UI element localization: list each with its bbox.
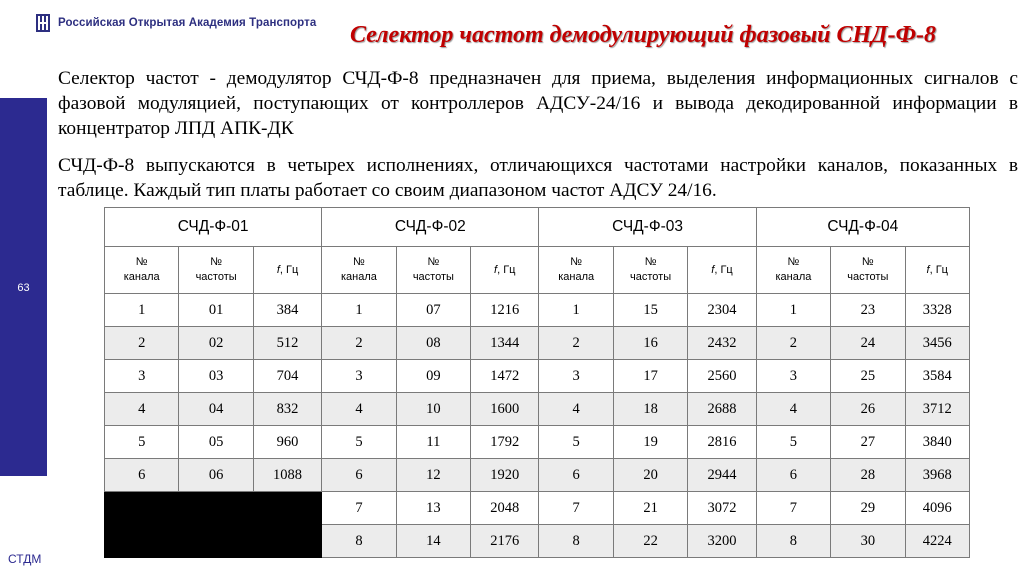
sub-header-line1: f: [926, 263, 930, 276]
table-cell: 384: [253, 294, 321, 327]
sub-header-line1: f: [276, 263, 280, 276]
table-cell: 1216: [471, 294, 539, 327]
table-cell: 3968: [905, 459, 969, 492]
table-cell: 07: [396, 294, 470, 327]
slide-number: 63: [17, 282, 30, 294]
table-cell: 2560: [688, 360, 756, 393]
table-cell: 23: [831, 294, 905, 327]
table-cell: 25: [831, 360, 905, 393]
sub-header-line1: №: [427, 256, 440, 268]
footer-label: СТДМ: [8, 552, 42, 566]
table-cell: 6: [105, 459, 179, 492]
table-cell: 19: [613, 426, 687, 459]
table-cell: 16: [613, 327, 687, 360]
frequency-number-header: [179, 247, 253, 294]
table-cell: 2944: [688, 459, 756, 492]
sub-header-line1: №: [861, 256, 874, 268]
table-cell: 4096: [905, 492, 969, 525]
table-cell: 7: [539, 492, 613, 525]
academy-logo: [36, 14, 316, 32]
sub-header-line1: №: [353, 256, 365, 268]
group-header: СЧД-Ф-01: [105, 208, 322, 247]
sub-header-line1: №: [135, 256, 148, 268]
sub-header-line1: №: [644, 256, 657, 268]
table-cell: 3072: [688, 492, 756, 525]
channel-number-header: [105, 247, 179, 294]
frequency-hz-header: [471, 247, 539, 294]
table-cell: 7: [322, 492, 396, 525]
redacted-cell: [105, 492, 322, 525]
table-cell: 08: [396, 327, 470, 360]
table-cell: 1344: [471, 327, 539, 360]
sub-header-line2: , Гц: [714, 263, 733, 276]
table-cell: 4: [539, 393, 613, 426]
table-cell: 1: [322, 294, 396, 327]
sub-header-line2: частоты: [630, 271, 672, 283]
table-cell: 4: [105, 393, 179, 426]
table-row: [105, 492, 970, 525]
academy-emblem-icon: [36, 14, 50, 32]
channel-number-header: [756, 247, 830, 294]
sub-header-line2: канала: [340, 271, 377, 283]
sub-header-line1: №: [570, 256, 583, 268]
table-cell: 14: [396, 525, 470, 558]
sub-header-line1: f: [494, 263, 498, 276]
group-header: СЧД-Ф-04: [756, 208, 969, 247]
table-cell: 3200: [688, 525, 756, 558]
table-cell: 01: [179, 294, 253, 327]
frequency-hz-header: [253, 247, 321, 294]
table-cell: 30: [831, 525, 905, 558]
table-cell: 2: [105, 327, 179, 360]
sub-header-line2: частоты: [847, 271, 889, 283]
table-cell: 17: [613, 360, 687, 393]
table-cell: 28: [831, 459, 905, 492]
table-cell: 832: [253, 393, 321, 426]
frequency-hz-header: [688, 247, 756, 294]
channel-number-header: [539, 247, 613, 294]
group-header-row: [105, 208, 970, 247]
table-cell: 5: [756, 426, 830, 459]
slide-title: Селектор частот демодулирующий фазовый СНД-Ф-8: [350, 22, 936, 48]
sub-header-line2: , Гц: [929, 263, 948, 276]
table-cell: 4: [756, 393, 830, 426]
table-cell: 1: [105, 294, 179, 327]
table-cell: 3456: [905, 327, 969, 360]
table-cell: 1920: [471, 459, 539, 492]
table-cell: 704: [253, 360, 321, 393]
table-cell: 2816: [688, 426, 756, 459]
table-cell: 03: [179, 360, 253, 393]
table-cell: 3: [539, 360, 613, 393]
sub-header-line2: канала: [558, 271, 595, 283]
table-cell: 10: [396, 393, 470, 426]
table-cell: 09: [396, 360, 470, 393]
table-row: [105, 393, 970, 426]
sub-header-line2: , Гц: [279, 263, 299, 276]
table-cell: 8: [322, 525, 396, 558]
channel-number-header: [322, 247, 396, 294]
table-cell: 3: [756, 360, 830, 393]
table-cell: 27: [831, 426, 905, 459]
table-cell: 05: [179, 426, 253, 459]
table-row: [105, 426, 970, 459]
description-paragraph-1: Селектор частот - демодулятор СЧД-Ф-8 предназначен для приема, выделения информационных сигналов с фазовой модуляцией, поступающих от контроллеров АДСУ-24/16 и вывода декодированной информации в концентратор ЛПД АПК-ДК: [58, 68, 1018, 139]
table-cell: 4: [322, 393, 396, 426]
frequency-table: [104, 207, 970, 558]
redacted-cell: [105, 525, 322, 558]
frequency-number-header: [831, 247, 905, 294]
sub-header-line2: канала: [123, 271, 160, 283]
frequency-hz-header: [905, 247, 969, 294]
frequency-number-header: [613, 247, 687, 294]
table-cell: 2432: [688, 327, 756, 360]
table-cell: 04: [179, 393, 253, 426]
table-cell: 26: [831, 393, 905, 426]
sub-header-line1: №: [210, 256, 223, 268]
sub-header-line2: канала: [775, 271, 812, 283]
org-name: Российская Открытая Академия Транспорта: [58, 17, 317, 29]
sub-header-line2: , Гц: [497, 263, 516, 276]
table-cell: 6: [756, 459, 830, 492]
table-cell: 2176: [471, 525, 539, 558]
table-cell: 960: [253, 426, 321, 459]
table-cell: 15: [613, 294, 687, 327]
table-cell: 512: [253, 327, 321, 360]
table-cell: 2304: [688, 294, 756, 327]
sub-header-line2: частоты: [412, 271, 454, 283]
sub-header-row: [105, 247, 970, 294]
table-cell: 3712: [905, 393, 969, 426]
table-cell: 8: [756, 525, 830, 558]
table-cell: 20: [613, 459, 687, 492]
table-cell: 6: [322, 459, 396, 492]
table-cell: 13: [396, 492, 470, 525]
table-cell: 3840: [905, 426, 969, 459]
table-cell: 1792: [471, 426, 539, 459]
table-row: [105, 525, 970, 558]
group-header: СЧД-Ф-03: [539, 208, 756, 247]
table-row: [105, 327, 970, 360]
table-cell: 02: [179, 327, 253, 360]
table-cell: 1600: [471, 393, 539, 426]
table-cell: 8: [539, 525, 613, 558]
table-cell: 1: [539, 294, 613, 327]
table-row: [105, 294, 970, 327]
table-cell: 2: [756, 327, 830, 360]
table-cell: 3584: [905, 360, 969, 393]
table-cell: 4224: [905, 525, 969, 558]
table-cell: 5: [105, 426, 179, 459]
sub-header-line1: f: [711, 263, 715, 276]
frequency-number-header: [396, 247, 470, 294]
table-cell: 29: [831, 492, 905, 525]
table-cell: 21: [613, 492, 687, 525]
sub-header-line2: частоты: [195, 271, 237, 283]
table-cell: 1472: [471, 360, 539, 393]
table-cell: 7: [756, 492, 830, 525]
table-cell: 2: [322, 327, 396, 360]
table-cell: 1088: [253, 459, 321, 492]
table-cell: 24: [831, 327, 905, 360]
table-cell: 5: [322, 426, 396, 459]
table-cell: 12: [396, 459, 470, 492]
table-row: [105, 360, 970, 393]
table-row: [105, 459, 970, 492]
table-cell: 5: [539, 426, 613, 459]
table-cell: 18: [613, 393, 687, 426]
description-paragraph-2: СЧД-Ф-8 выпускаются в четырех исполнениях, отличающихся частотами настройки каналов, показанных в таблице. Каждый тип платы работает со своим диапазоном частот АДСУ 24/16.: [58, 155, 1018, 201]
sub-header-line1: №: [787, 256, 800, 268]
table-cell: 3: [322, 360, 396, 393]
table-cell: 6: [539, 459, 613, 492]
table-cell: 22: [613, 525, 687, 558]
table-cell: 2688: [688, 393, 756, 426]
table-body: [105, 294, 970, 558]
table-cell: 3: [105, 360, 179, 393]
table-cell: 06: [179, 459, 253, 492]
table-cell: 2048: [471, 492, 539, 525]
group-header: СЧД-Ф-02: [322, 208, 539, 247]
table-cell: 2: [539, 327, 613, 360]
table-cell: 11: [396, 426, 470, 459]
table-cell: 3328: [905, 294, 969, 327]
table-cell: 1: [756, 294, 830, 327]
